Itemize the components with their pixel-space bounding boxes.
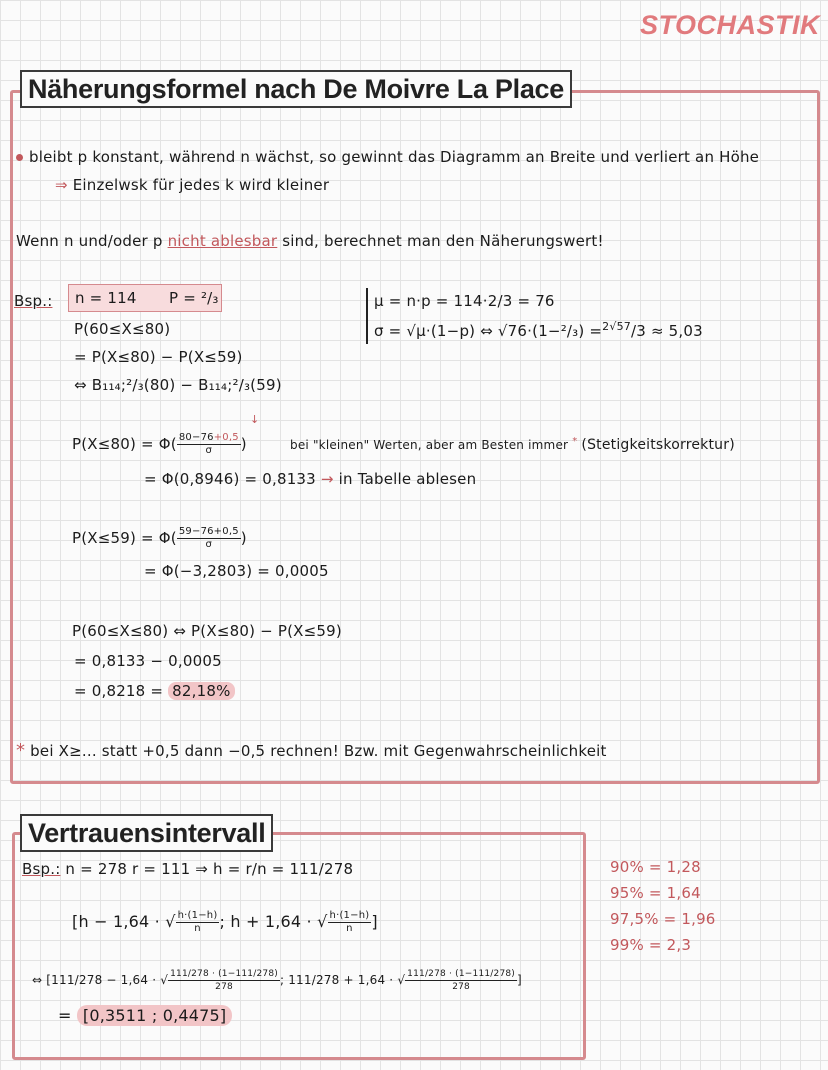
footnote [16, 740, 607, 761]
prob-line2: = P(X≤80) − P(X≤59) [74, 348, 243, 366]
intro-highlight: nicht ablesbar [167, 232, 278, 250]
bullet-text: bleibt p konstant, während n wächst, so gewinnt das Diagramm an Breite und verliert an Höhe [29, 148, 760, 166]
px59-frac-den: σ [205, 539, 213, 550]
correction-arrow: ↓ [250, 413, 260, 426]
example-label [14, 292, 52, 310]
topic-title: STOCHASTIK [640, 10, 821, 40]
final-line1: P(60≤X≤80) ⇔ P(X≤80) − P(X≤59) [72, 622, 342, 640]
calc-frac-num: 111/278 · (1−111/278) [170, 969, 278, 979]
given-values-box [68, 284, 222, 312]
px80-note-text: bei "kleinen" Werten, aber am Besten immer [290, 438, 569, 452]
section1-title: Näherungsformel nach De Moivre La Place [20, 70, 572, 108]
table-note: in Tabelle ablesen [338, 470, 477, 488]
formula-end: ] [371, 912, 378, 931]
given-n: n = 114 [75, 289, 137, 307]
calc-left: ⇔ [111/278 − 1,64 · √ [32, 973, 169, 987]
px80-left: P(X≤80) = Φ( [72, 435, 177, 453]
calc-frac2-den: 278 [452, 982, 470, 992]
px80-note [290, 436, 735, 453]
formula-frac-2 [328, 910, 372, 935]
footnote-text: bei X≥... statt +0,5 dann −0,5 rechnen! Bzw. mit Gegenwahrscheinlichkeit [30, 742, 607, 760]
px59-fraction [177, 526, 241, 551]
intro-before: Wenn n und/oder p [16, 232, 163, 250]
sigma-line [374, 320, 703, 340]
formula-frac-1 [176, 910, 220, 935]
consequence-text: Einzelwsk für jedes k wird kleiner [72, 176, 330, 194]
px80-note2: (Stetigkeitskorrektur) [581, 437, 735, 453]
sigma-prefix: σ = √μ·(1−p) ⇔ √76·(1−²/₃) = [374, 322, 603, 340]
px80-star: * [572, 436, 578, 447]
final-line2: = 0,8133 − 0,0005 [74, 652, 222, 670]
given-p: P = ²/₃ [169, 289, 219, 307]
section2-given-line [22, 860, 353, 878]
px80-result-line [144, 470, 476, 488]
px59-left: P(X≤59) = Φ( [72, 529, 177, 547]
section2-title: Vertrauensintervall [20, 814, 273, 852]
side-note-3: 99% = 2,3 [610, 936, 692, 954]
calc-mid: ; 111/278 + 1,64 · √ [279, 973, 406, 987]
section2-given: n = 278 r = 111 ⇒ h = r/n = 111/278 [65, 860, 354, 878]
calc-frac-1 [168, 968, 280, 993]
side-note-2: 97,5% = 1,96 [610, 910, 716, 928]
prob-line1: P(60≤X≤80) [74, 320, 171, 338]
formula-mid: ; h + 1,64 · √ [219, 912, 328, 931]
formula-frac-den: n [194, 923, 201, 934]
formula-frac2-num: h·(1−h) [329, 910, 370, 921]
bullet-line [16, 148, 759, 166]
consequence-arrow: ⇒ [55, 176, 68, 194]
table-arrow: → [320, 470, 334, 488]
interval-result-line [58, 1006, 232, 1025]
interval-formula [72, 910, 378, 935]
interval-result: [0,3511 ; 0,4475] [77, 1005, 232, 1026]
px59-frac-num: 59−76+0,5 [178, 526, 239, 537]
calc-frac-2 [405, 968, 517, 993]
consequence-line [55, 176, 329, 194]
footnote-star: * [16, 740, 26, 761]
section2-example-label: Bsp.: [22, 860, 61, 878]
prob-line3: ⇔ B₁₁₄;²/₃(80) − B₁₁₄;²/₃(59) [74, 376, 282, 394]
px80-fraction [177, 432, 241, 457]
final-highlight: 82,18% [168, 682, 234, 700]
interval-calc [32, 968, 522, 993]
formula-frac2-den: n [346, 923, 353, 934]
calc-frac-den: 278 [215, 982, 233, 992]
sigma-suffix: /3 ≈ 5,03 [630, 322, 703, 340]
mu-sigma-divider [366, 288, 368, 344]
intro-after: sind, berechnet man den Näherungswert! [282, 232, 604, 250]
px80-line: P(X≤80) = Φ( $\frac{80-76+0,5}{\sigma}$ ) [72, 432, 247, 456]
calc-frac2-num: 111/278 · (1−111/278) [407, 969, 516, 979]
bullet-dot [16, 154, 23, 161]
side-note-1: 95% = 1,64 [610, 884, 701, 902]
px59-line: P(X≤59) = Φ( $\frac{59-76+0,5}{\sigma}$ ) [72, 526, 247, 550]
mu-line: μ = n·p = 114·2/3 = 76 [374, 292, 555, 310]
formula-left: [h − 1,64 · √ [72, 912, 176, 931]
px80-frac-num: 80−76 [178, 432, 214, 443]
side-note-0: 90% = 1,28 [610, 858, 701, 876]
px80-frac-den: σ [205, 445, 213, 456]
final-line3 [74, 682, 235, 700]
formula-frac-num: h·(1−h) [177, 910, 218, 921]
px80-result: = Φ(0,8946) = 0,8133 [144, 470, 316, 488]
result-eq: = [58, 1006, 72, 1025]
final-line3-text: = 0,8218 = [74, 682, 164, 700]
sigma-sup: 2√57 [602, 320, 631, 333]
example-label-text: Bsp.: [14, 292, 53, 310]
calc-end: ] [517, 973, 522, 987]
px59-result: = Φ(−3,2803) = 0,0005 [144, 562, 329, 580]
intro-line [16, 232, 604, 250]
px80-frac-corr: +0,5 [213, 432, 239, 443]
